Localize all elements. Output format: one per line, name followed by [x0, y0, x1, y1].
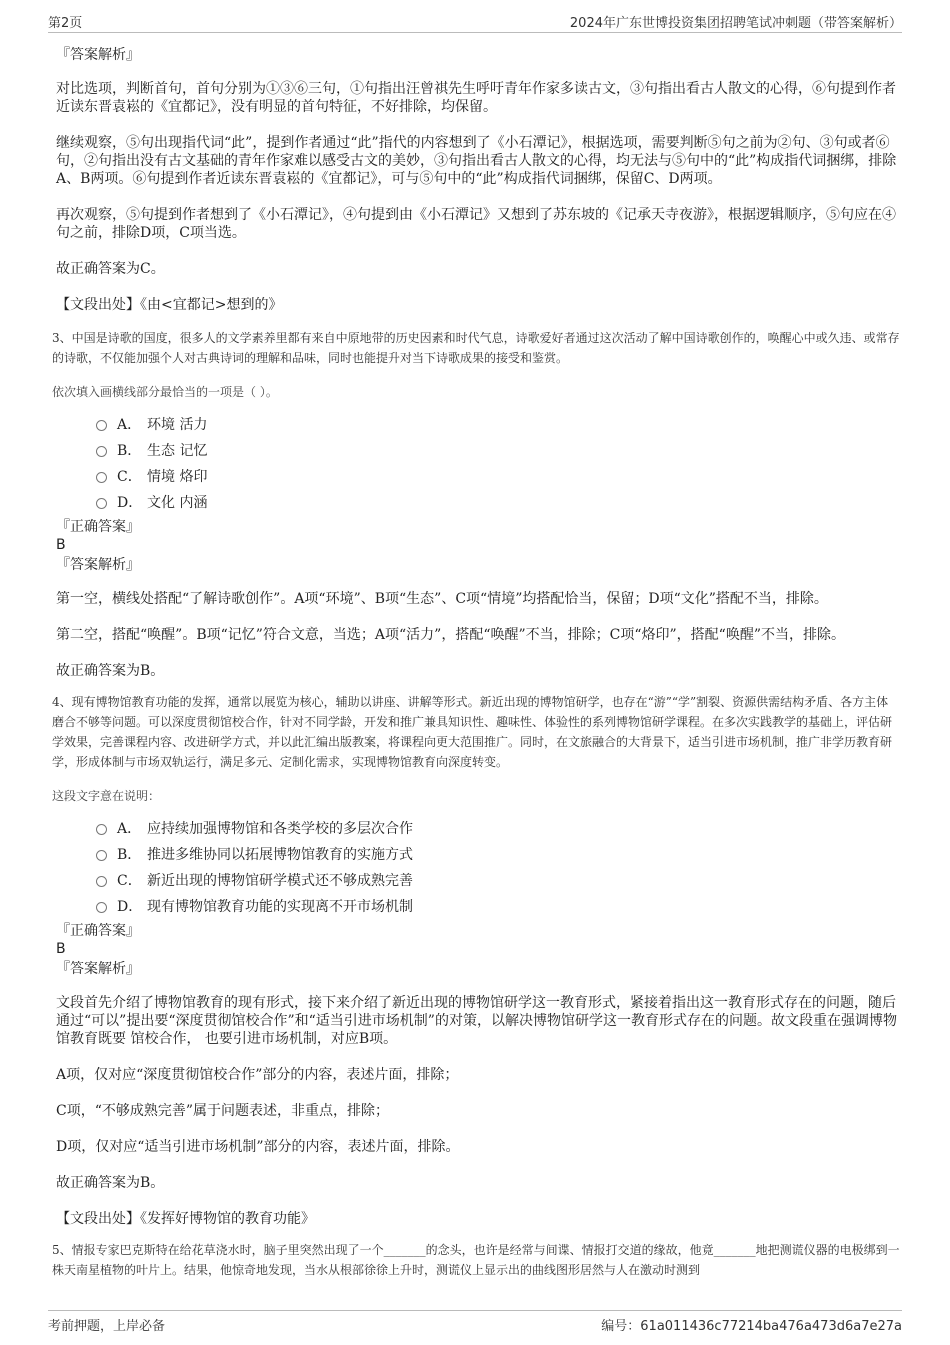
- analysis-paragraph: C项，“不够成熟完善”属于问题表述，非重点，排除；: [56, 1103, 390, 1119]
- source-citation: 【文段出处】《由<宜都记>想到的》: [56, 297, 283, 313]
- option-d[interactable]: D． 文化 内涵: [96, 490, 900, 516]
- radio-icon[interactable]: [96, 850, 107, 861]
- answer-conclusion: 故正确答案为B。: [56, 1175, 165, 1191]
- correct-answer: B: [56, 941, 66, 957]
- analysis-paragraph: 第一空，横线处搭配“了解诗歌创作”。A项“环境”、B项“生态”、C项“情境”均搭配恰当，保留；D项“文化”搭配不当，排除。: [56, 591, 828, 607]
- option-list: [56, 412, 900, 516]
- footer-slogan: 考前押题，上岸必备: [48, 1319, 166, 1334]
- analysis-paragraph: 第二空，搭配“唤醒”。B项“记忆”符合文意，当选；A项“活力”，搭配“唤醒”不当，排除；C项“烙印”，搭配“唤醒”不当，排除。: [56, 627, 845, 643]
- analysis-label: 『答案解析』: [56, 557, 140, 573]
- radio-icon[interactable]: [96, 420, 107, 431]
- option-c[interactable]: C． 情境 烙印: [96, 464, 900, 490]
- analysis-label: 『答案解析』: [56, 961, 140, 977]
- analysis-label: 『答案解析』: [56, 47, 140, 63]
- answer-conclusion: 故正确答案为B。: [56, 663, 165, 679]
- question-stem: 5、情报专家巴克斯特在给花草浇水时，脑子里突然出现了一个_______的念头，也许是经常与间谍、情报打交道的缘故，他竟_______地把测谎仪器的电极绑到一株天南星植物的叶片上。结果，他惊奇地发现，当水从根部徐徐上升时，测谎仪上显示出的曲线图形居然与人在激动时测到: [52, 1243, 900, 1277]
- radio-icon[interactable]: [96, 498, 107, 509]
- source-citation: 【文段出处】《发挥好博物馆的教育功能》: [56, 1211, 315, 1227]
- correct-answer-label: 『正确答案』: [56, 519, 140, 535]
- option-a[interactable]: A． 应持续加强博物馆和各类学校的多层次合作: [96, 816, 900, 842]
- document-body: [52, 40, 900, 1280]
- page-number: 第2页: [48, 16, 83, 31]
- question-stem: 3、中国是诗歌的国度，很多人的文学素养里都有来自中原地带的历史因素和时代气息，诗歌爱好者通过这次活动了解中国诗歌创作的，唤醒心中或久违、或常存的诗歌，不仅能加强个人对古典诗词的理解和品味，同时也能提升对当下诗歌成果的接受和鉴赏。: [52, 331, 900, 365]
- answer-conclusion: 故正确答案为C。: [56, 261, 165, 277]
- option-list: [56, 816, 900, 920]
- option-c[interactable]: C． 新近出现的博物馆研学模式还不够成熟完善: [96, 868, 900, 894]
- correct-answer-label: 『正确答案』: [56, 923, 140, 939]
- document-id: 编号：61a011436c77214ba476a473d6a7e27a: [601, 1319, 902, 1334]
- analysis-paragraph: 继续观察，⑤句出现指代词“此”，提到作者通过“此”指代的内容想到了《小石潭记》，根据选项，需要判断⑤句之前为②句、③句或者⑥句，②句指出没有古文基础的青年作家难以感受古文的美妙，③句指出看古人散文的心得，均无法与⑤句中的“此”构成指代词捆绑，排除A、B两项。⑥句提到作者近读东晋袁崧的《宜都记》，可与⑤句中的“此”构成指代词捆绑，保留C、D两项。: [56, 135, 897, 187]
- analysis-paragraph: 文段首先介绍了博物馆教育的现有形式，接下来介绍了新近出现的博物馆研学这一教育形式，紧接着指出这一教育形式存在的问题，随后通过“可以”提出要“深度贯彻馆校合作”和“适当引进市场机制”的对策，以解决博物馆研学这一教育形式存在的问题。故文段重在强调博物馆教育既要 馆校合作， 也要引进市场机制，对应B项。: [56, 995, 897, 1047]
- question-stem: 4、现有博物馆教育功能的发挥，通常以展览为核心，辅助以讲座、讲解等形式。新近出现的博物馆研学，也存在“游”“学”割裂、资源供需结构矛盾、各方主体磨合不够等问题。可以深度贯彻馆校合作，针对不同学龄，开发和推广兼具知识性、趣味性、体验性的系列博物馆研学课程。在多次实践教学的基础上，评估研学效果，完善课程内容、改进研学方式，并以此汇编出版教案，将课程向更大范围推广。同时，在文旅融合的大背景下，适当引进市场机制，推广非学历教育研学，形成体制与市场双轨运行，满足多元、定制化需求，实现博物馆教育向深度转变。: [52, 695, 893, 769]
- radio-icon[interactable]: [96, 472, 107, 483]
- document-title: 2024年广东世博投资集团招聘笔试冲刺题（带答案解析）: [569, 16, 902, 31]
- radio-icon[interactable]: [96, 902, 107, 913]
- option-a[interactable]: A． 环境 活力: [96, 412, 900, 438]
- question-prompt: 这段文字意在说明：: [52, 789, 161, 803]
- radio-icon[interactable]: [96, 876, 107, 887]
- analysis-paragraph: D项，仅对应“适当引进市场机制”部分的内容，表述片面，排除。: [56, 1139, 460, 1155]
- radio-icon[interactable]: [96, 446, 107, 457]
- analysis-paragraph: A项，仅对应“深度贯彻馆校合作”部分的内容，表述片面，排除；: [56, 1067, 459, 1083]
- option-d[interactable]: D． 现有博物馆教育功能的实现离不开市场机制: [96, 894, 900, 920]
- analysis-paragraph: 再次观察，⑤句提到作者想到了《小石潭记》，④句提到由《小石潭记》又想到了苏东坡的《记承天寺夜游》，根据逻辑顺序，⑤句应在④句之前，排除D项，C项当选。: [56, 207, 896, 241]
- question-prompt: 依次填入画横线部分最恰当的一项是（ ）。: [52, 385, 278, 399]
- option-b[interactable]: B． 推进多维协同以拓展博物馆教育的实施方式: [96, 842, 900, 868]
- correct-answer: B: [56, 537, 66, 553]
- option-b[interactable]: B． 生态 记忆: [96, 438, 900, 464]
- page-header: [48, 10, 902, 33]
- radio-icon[interactable]: [96, 824, 107, 835]
- page-footer: [48, 1310, 902, 1335]
- analysis-paragraph: 对比选项，判断首句，首句分别为①③⑥三句，①句指出汪曾祺先生呼吁青年作家多读古文，③句指出看古人散文的心得，⑥句提到作者近读东晋袁崧的《宜都记》，没有明显的首句特征，不好排除，均保留。: [56, 81, 896, 115]
